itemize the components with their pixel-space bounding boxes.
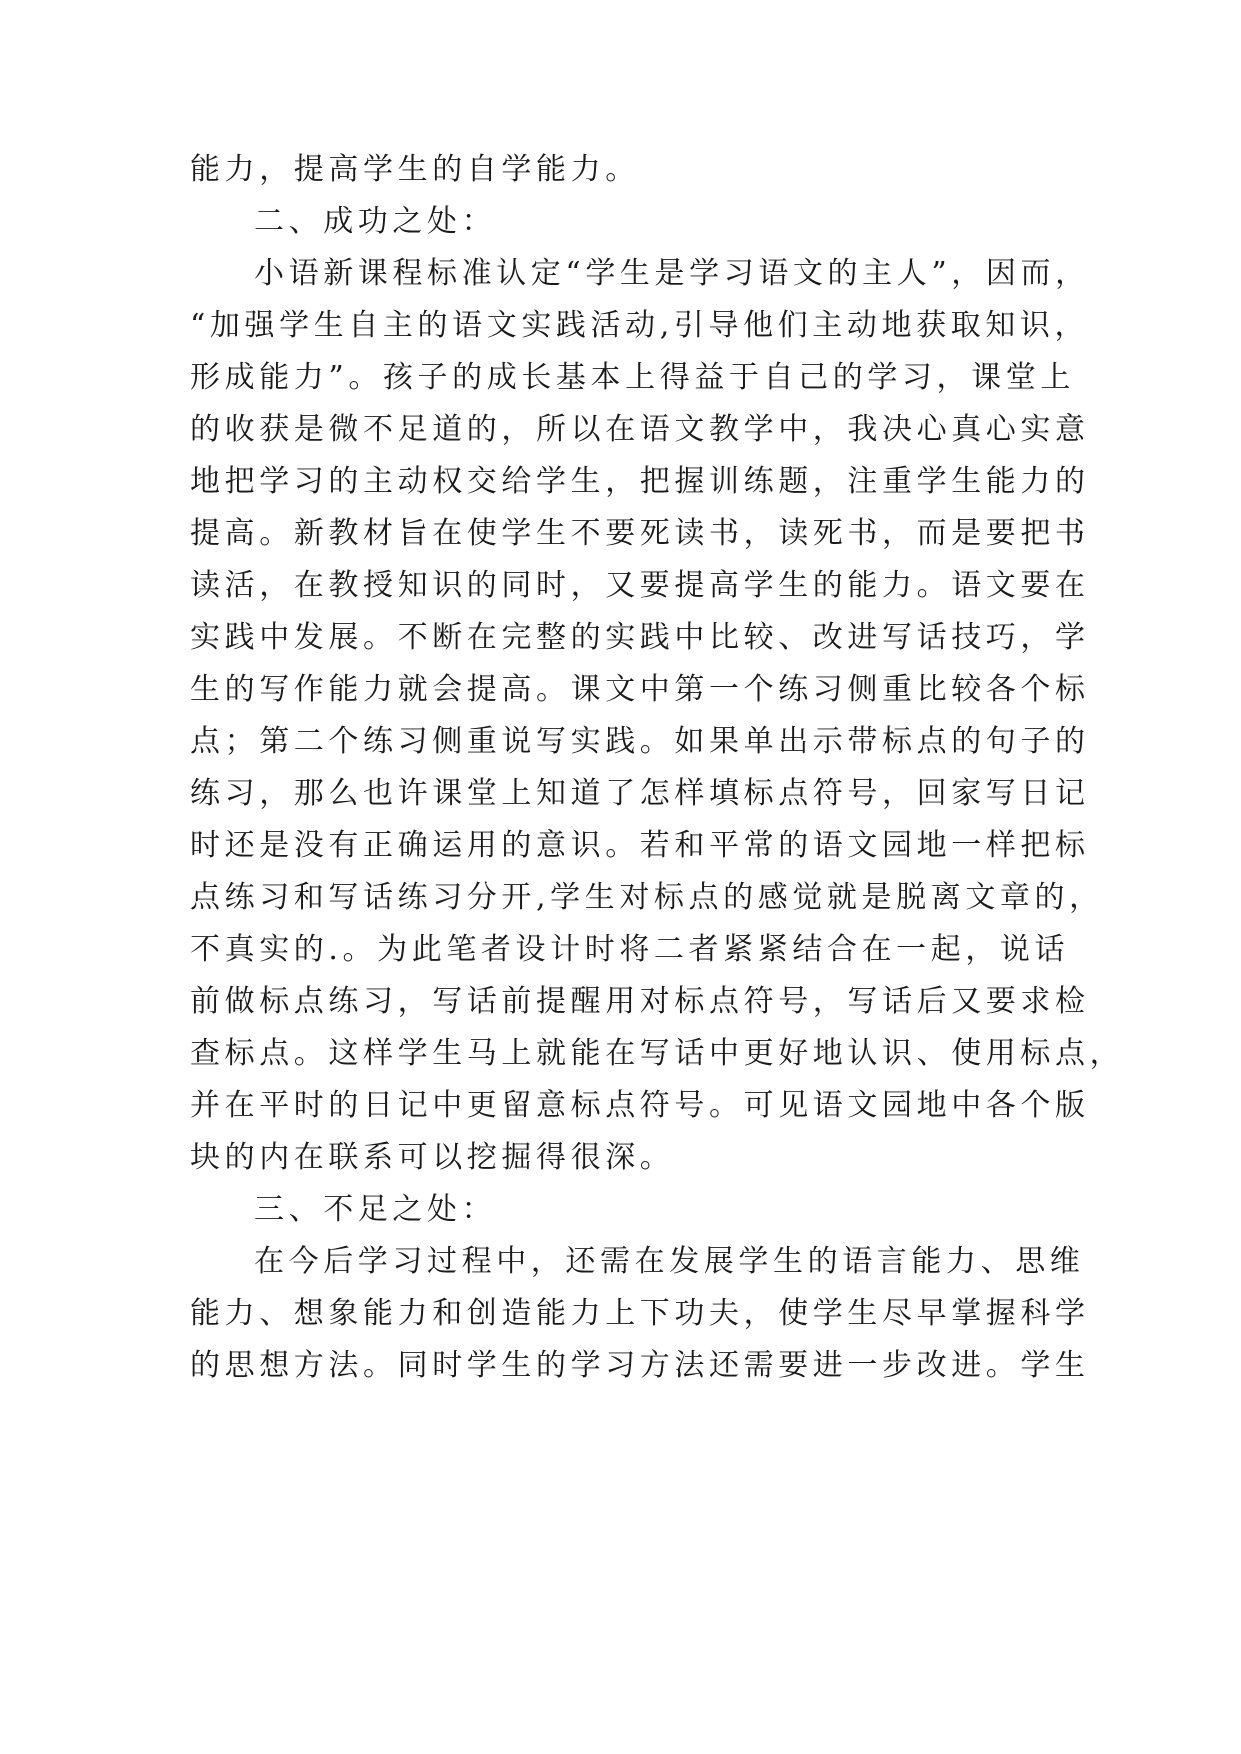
text-line: 时还是没有正确运用的意识。若和平常的语文园地一样把标 (190, 828, 1090, 863)
text-line: 能力，提高学生的自学能力。 (190, 152, 640, 187)
section-heading: 二、成功之处： (254, 204, 497, 239)
text-line: 不真实的.。为此笔者设计时将二者紧紧结合在一起，说话 (190, 932, 1070, 967)
text-line: 能力、想象能力和创造能力上下功夫，使学生尽早掌握科学 (190, 1296, 1090, 1331)
section-heading: 三、不足之处： (254, 1192, 497, 1227)
text-line: 点；第二个练习侧重说写实践。如果单出示带标点的句子的 (190, 724, 1090, 759)
text-line: 读活，在教授知识的同时，又要提高学生的能力。语文要在 (190, 568, 1090, 603)
text-line: 小语新课程标准认定“学生是学习语文的主人”，因而， (254, 256, 1090, 291)
text-line: 提高。新教材旨在使学生不要死读书，读死书，而是要把书 (190, 516, 1090, 551)
text-line: 的收获是微不足道的，所以在语文教学中，我决心真心实意 (190, 412, 1090, 447)
text-line: 查标点。这样学生马上就能在写话中更好地认识、使用标点， (190, 1036, 1125, 1071)
text-line: 地把学习的主动权交给学生，把握训练题，注重学生能力的 (190, 464, 1090, 499)
text-line: 形成能力”。孩子的成长基本上得益于自己的学习，课堂上 (190, 360, 1075, 395)
text-line: “加强学生自主的语文实践活动,引导他们主动地获取知识， (190, 308, 1090, 343)
text-line: 的思想方法。同时学生的学习方法还需要进一步改进。学生 (190, 1348, 1090, 1383)
text-line: 块的内在联系可以挖掘得很深。 (190, 1140, 675, 1175)
text-line: 实践中发展。不断在完整的实践中比较、改进写话技巧，学 (190, 620, 1090, 655)
text-line: 点练习和写话练习分开,学生对标点的感觉就是脱离文章的， (190, 880, 1104, 915)
text-line: 生的写作能力就会提高。课文中第一个练习侧重比较各个标 (190, 672, 1090, 707)
text-line: 并在平时的日记中更留意标点符号。可见语文园地中各个版 (190, 1088, 1090, 1123)
text-line: 前做标点练习，写话前提醒用对标点符号，写话后又要求检 (190, 984, 1090, 1019)
text-line: 练习，那么也许课堂上知道了怎样填标点符号，回家写日记 (190, 776, 1090, 811)
text-line: 在今后学习过程中，还需在发展学生的语言能力、思维 (254, 1244, 1085, 1279)
